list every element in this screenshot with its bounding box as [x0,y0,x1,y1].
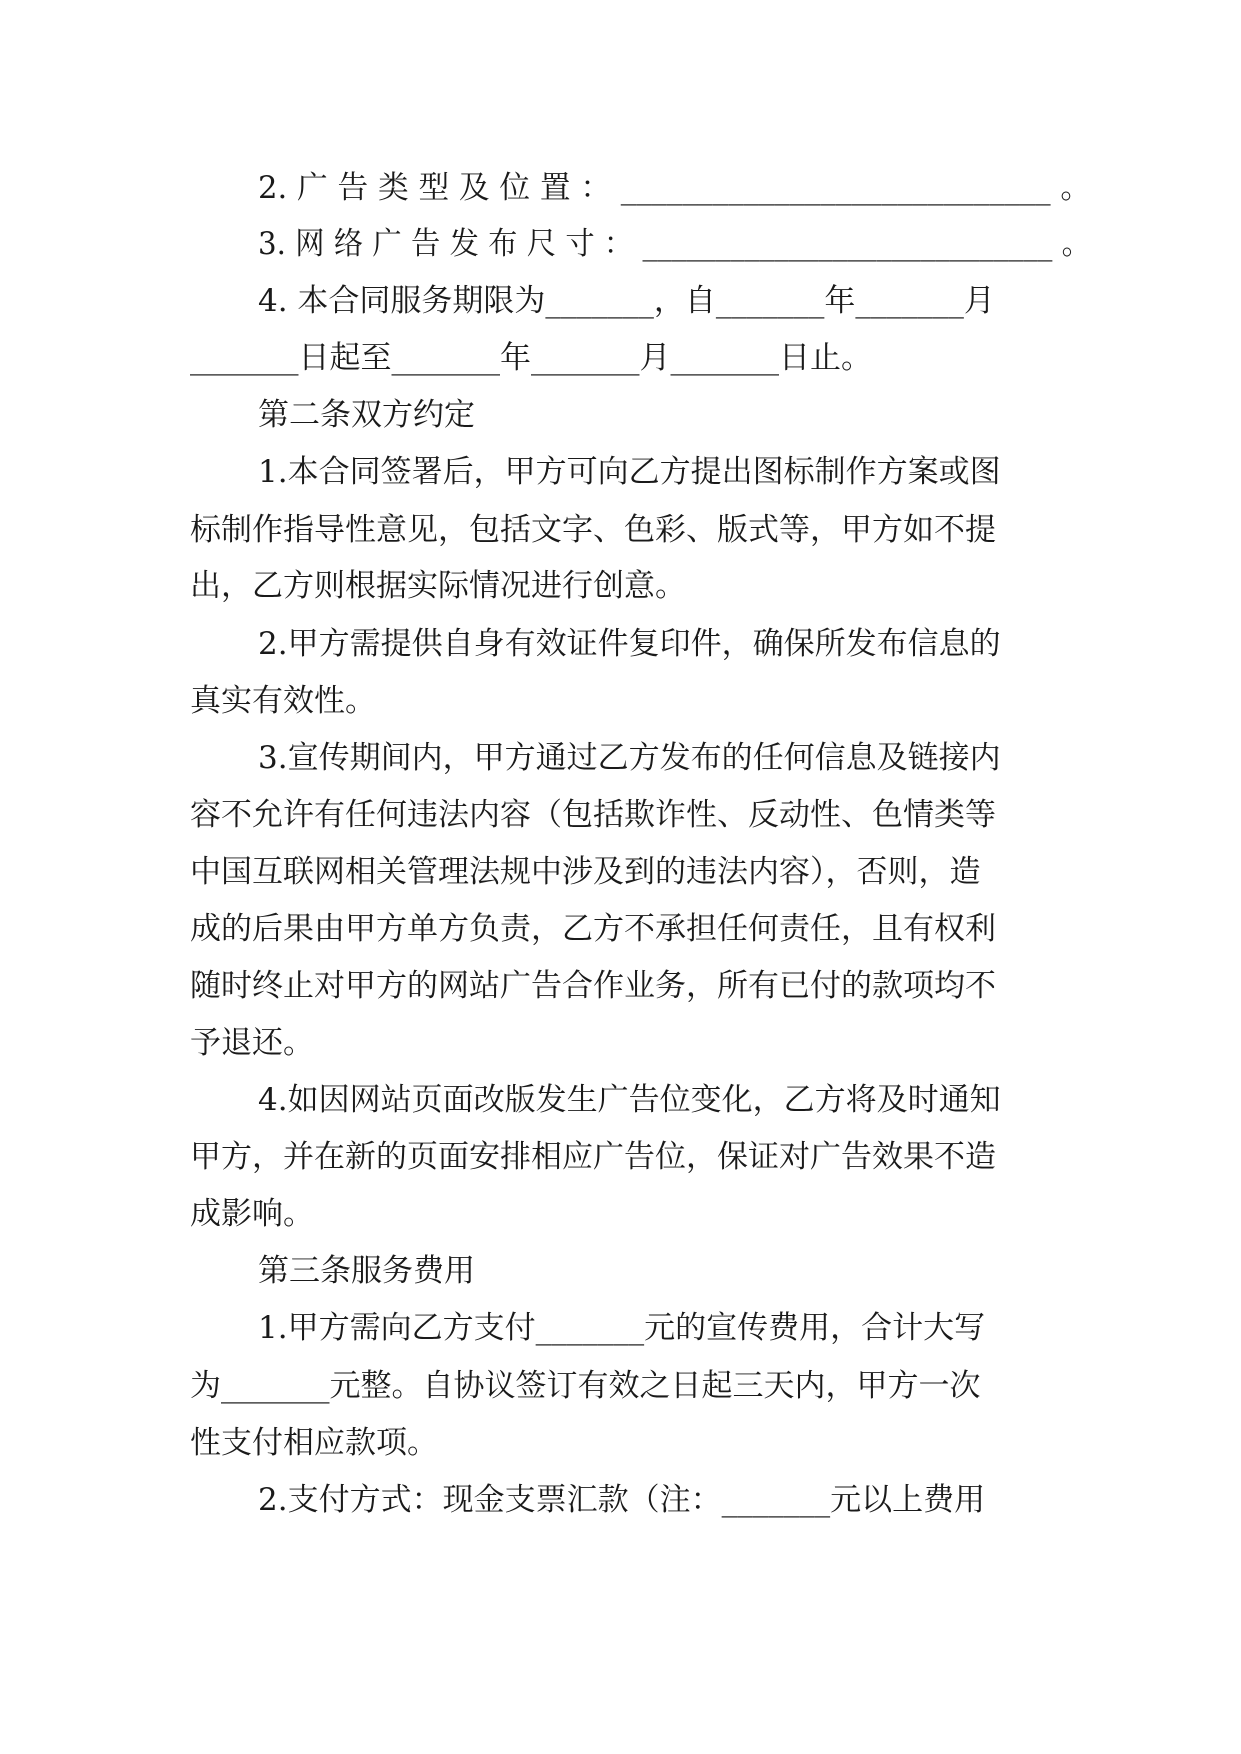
clause-1-item-3: 3. 网 络 广 告 发 布 尺 寸 ： ____________________________ 。 [258,226,1091,262]
clause-1-item-4: 4. 本合同服务期限为_______，自_______年_______月 [258,283,995,319]
article-2-item-1-cont: 标制作指导性意见，包括文字、色彩、版式等，甲方如不提 [190,512,996,548]
article-3-item-1-cont: 为_______元整。自协议签订有效之日起三天内，甲方一次 [190,1368,981,1404]
article-3-item-2: 2.支付方式：现金支票汇款（注：_______元以上费用 [258,1482,986,1518]
article-2-item-2: 2.甲方需提供自身有效证件复印件，确保所发布信息的 [258,626,1001,662]
article-2-item-3-cont: 予退还。 [190,1025,314,1061]
article-2-item-4-cont: 甲方，并在新的页面安排相应广告位，保证对广告效果不造 [190,1139,996,1175]
article-2-item-3-cont: 容不允许有任何违法内容（包括欺诈性、反动性、色情类等 [190,797,996,833]
article-2-item-4: 4.如因网站页面改版发生广告位变化，乙方将及时通知 [258,1082,1001,1118]
clause-1-item-2: 2. 广 告 类 型 及 位 置 ： ____________________________ 。 [258,170,1092,206]
article-3-heading: 第三条服务费用 [258,1253,475,1289]
article-2-item-3-cont: 中国互联网相关管理法规中涉及到的违法内容），否则，造 [190,854,981,890]
article-2-item-1-cont: 出，乙方则根据实际情况进行创意。 [190,568,686,604]
article-2-item-3-cont: 随时终止对甲方的网站广告合作业务，所有已付的款项均不 [190,968,996,1004]
article-2-item-3: 3.宣传期间内，甲方通过乙方发布的任何信息及链接内 [258,740,1001,776]
article-2-heading: 第二条双方约定 [258,397,475,433]
article-2-item-1: 1.本合同签署后，甲方可向乙方提出图标制作方案或图 [258,454,1001,490]
article-3-item-1-cont: 性支付相应款项。 [190,1425,438,1461]
article-2-item-2-cont: 真实有效性。 [190,683,376,719]
article-2-item-4-cont: 成影响。 [190,1196,314,1232]
article-3-item-1: 1.甲方需向乙方支付_______元的宣传费用，合计大写 [258,1310,986,1346]
article-2-item-3-cont: 成的后果由甲方单方负责，乙方不承担任何责任，且有权利 [190,911,996,947]
clause-1-item-4-cont: _______日起至_______年_______月_______日止。 [190,340,872,376]
